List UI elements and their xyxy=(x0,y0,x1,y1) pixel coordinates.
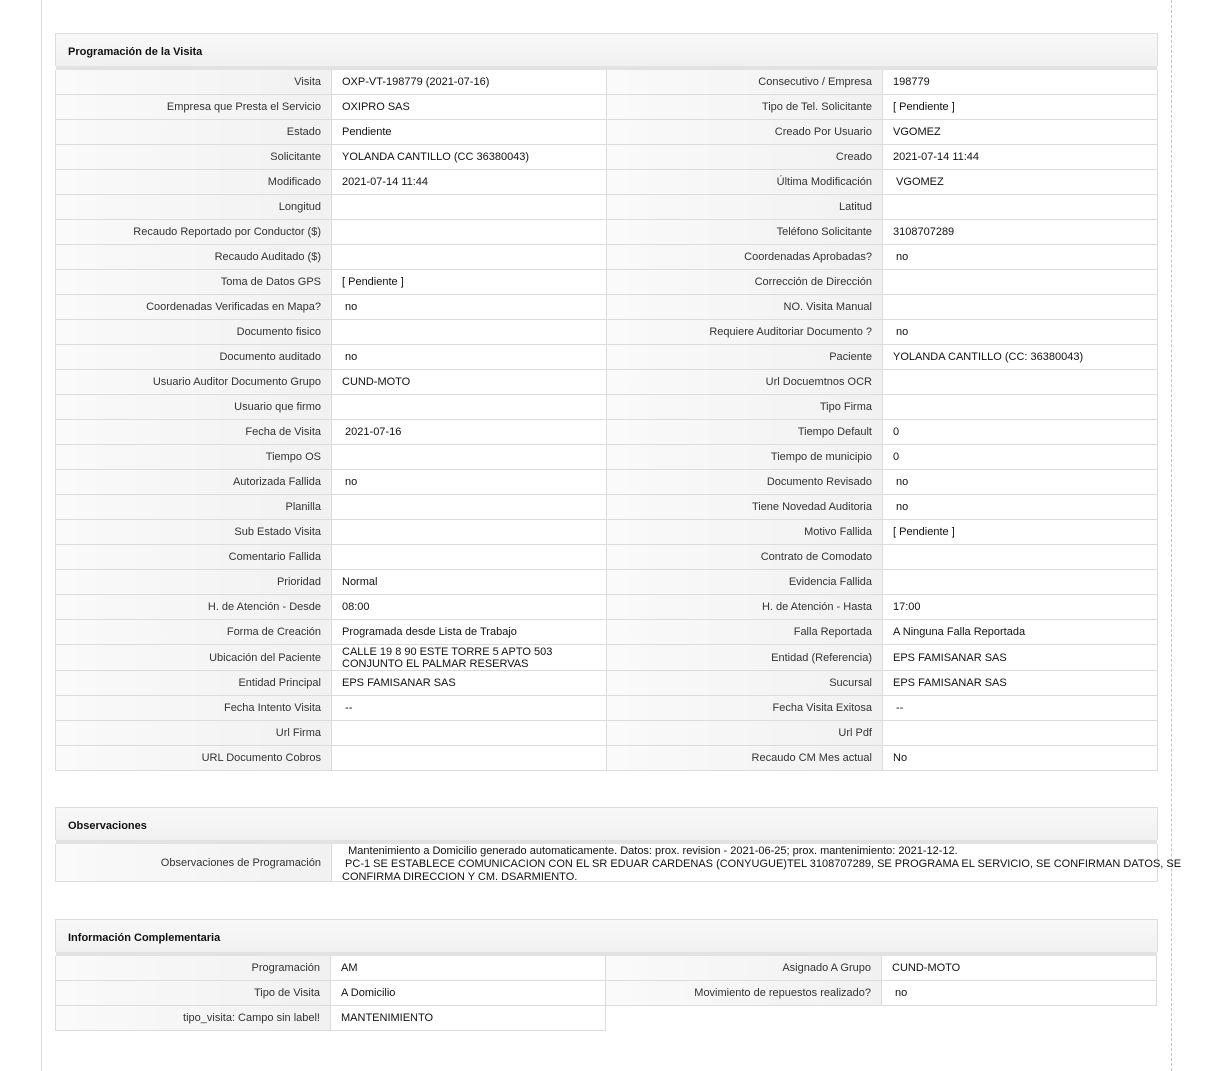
field-value xyxy=(883,195,1158,220)
field-label: Creado xyxy=(607,145,883,170)
detail-row xyxy=(56,345,1158,370)
field-value: no xyxy=(332,295,607,320)
field-label: Requiere Auditoriar Documento ? xyxy=(607,320,883,345)
detail-row xyxy=(56,370,1158,395)
field-label: Recaudo Auditado ($) xyxy=(56,245,332,270)
field-label: Tipo de Tel. Solicitante xyxy=(607,95,883,120)
field-value xyxy=(883,270,1158,295)
field-label: Fecha Intento Visita xyxy=(56,696,332,721)
address-line: CONJUNTO EL PALMAR RESERVAS xyxy=(342,658,529,670)
observation-row xyxy=(56,844,1182,883)
field-value: 17:00 xyxy=(883,595,1158,620)
field-label: Empresa que Presta el Servicio xyxy=(56,95,332,120)
field-label: Longitud xyxy=(56,195,332,220)
address-line: CALLE 19 8 90 ESTE TORRE 5 APTO 503 xyxy=(342,646,553,658)
visit-details-grid xyxy=(55,70,1158,771)
field-value xyxy=(332,746,607,771)
observation-line: PC-1 SE ESTABLECE COMUNICACION CON EL SR EDUAR CARDENAS (CONYUGUE)TEL 3108707289, SE PROGRAMA EL SERVICIO, SE CONFIRMAN DATOS, SE xyxy=(342,858,1182,870)
field-label: Sucursal xyxy=(607,671,883,696)
field-value: Normal xyxy=(332,570,607,595)
field-value: 198779 xyxy=(883,70,1158,95)
field-value xyxy=(332,245,607,270)
field-value: Pendiente xyxy=(332,120,607,145)
left-border xyxy=(41,0,42,1071)
observations-grid xyxy=(55,844,1182,883)
field-label: Falla Reportada xyxy=(607,620,883,645)
field-value: 0 xyxy=(883,445,1158,470)
field-value: CUND-MOTO xyxy=(332,370,607,395)
detail-row xyxy=(56,95,1158,120)
detail-row xyxy=(56,320,1158,345)
field-value xyxy=(332,520,607,545)
field-value xyxy=(332,445,607,470)
field-label: Fecha de Visita xyxy=(56,420,332,445)
field-label: Url Docuemtnos OCR xyxy=(607,370,883,395)
field-label: Coordenadas Verificadas en Mapa? xyxy=(56,295,332,320)
field-label: Url Pdf xyxy=(607,721,883,746)
field-value: [ Pendiente ] xyxy=(883,95,1158,120)
field-value: [ Pendiente ] xyxy=(883,520,1158,545)
field-label: Solicitante xyxy=(56,145,332,170)
field-value xyxy=(883,721,1158,746)
observation-line: CONFIRMA DIRECCION Y CM. DSARMIENTO. xyxy=(342,871,578,883)
field-label: Documento auditado xyxy=(56,345,332,370)
panel-title: Observaciones xyxy=(55,807,1158,840)
field-label: Fecha Visita Exitosa xyxy=(607,696,883,721)
field-label: Consecutivo / Empresa xyxy=(607,70,883,95)
field-label: Tiempo OS xyxy=(56,445,332,470)
field-label: Modificado xyxy=(56,170,332,195)
field-value: -- xyxy=(332,696,607,721)
field-label: Url Firma xyxy=(56,721,332,746)
field-label: Toma de Datos GPS xyxy=(56,270,332,295)
field-label: Entidad Principal xyxy=(56,671,332,696)
field-label: Evidencia Fallida xyxy=(607,570,883,595)
detail-row xyxy=(56,495,1158,520)
field-label: H. de Atención - Desde xyxy=(56,595,332,620)
complementary-info-panel xyxy=(55,919,1158,1031)
detail-row xyxy=(56,595,1158,620)
detail-row xyxy=(56,395,1158,420)
field-value: MANTENIMIENTO xyxy=(331,1006,606,1031)
detail-row xyxy=(56,220,1158,245)
field-label: Estado xyxy=(56,120,332,145)
field-label: Documento Revisado xyxy=(607,470,883,495)
field-label: Usuario Auditor Documento Grupo xyxy=(56,370,332,395)
field-value xyxy=(883,570,1158,595)
field-label: Autorizada Fallida xyxy=(56,470,332,495)
field-value: OXP-VT-198779 (2021-07-16) xyxy=(332,70,607,95)
detail-row xyxy=(56,420,1158,445)
field-label: Entidad (Referencia) xyxy=(607,645,883,671)
detail-row xyxy=(56,245,1158,270)
field-value: no xyxy=(883,320,1158,345)
field-label: Programación xyxy=(55,956,331,981)
field-value: VGOMEZ xyxy=(883,170,1158,195)
field-label: Tiempo de municipio xyxy=(607,445,883,470)
field-value: A Domicilio xyxy=(331,981,606,1006)
field-label: URL Documento Cobros xyxy=(56,746,332,771)
field-value xyxy=(332,195,607,220)
detail-row xyxy=(56,620,1158,645)
field-label: Planilla xyxy=(56,495,332,520)
field-value: VGOMEZ xyxy=(883,120,1158,145)
field-value: [ Pendiente ] xyxy=(332,270,607,295)
detail-row xyxy=(56,470,1158,495)
field-label: Tiene Novedad Auditoria xyxy=(607,495,883,520)
field-value: no xyxy=(332,470,607,495)
detail-row xyxy=(56,746,1158,771)
field-value: YOLANDA CANTILLO (CC: 36380043) xyxy=(883,345,1158,370)
field-value: A Ninguna Falla Reportada xyxy=(883,620,1158,645)
field-label: Prioridad xyxy=(56,570,332,595)
detail-row xyxy=(56,445,1158,470)
field-label: Contrato de Comodato xyxy=(607,545,883,570)
field-value: -- xyxy=(883,696,1158,721)
detail-row xyxy=(56,270,1158,295)
field-value: no xyxy=(883,470,1158,495)
detail-row xyxy=(56,671,1158,696)
observation-line: Mantenimiento a Domicilio generado automaticamente. Datos: prox. revision - 2021-06-25; prox. mantenimiento: 2021-12-12. xyxy=(342,845,958,857)
panel-title: Programación de la Visita xyxy=(55,33,1158,66)
field-value: no xyxy=(883,495,1158,520)
observation-text xyxy=(332,844,1182,883)
field-label: Recaudo Reportado por Conductor ($) xyxy=(56,220,332,245)
field-label: Tipo de Visita xyxy=(55,981,331,1006)
field-value: CUND-MOTO xyxy=(882,956,1157,981)
field-value xyxy=(883,370,1158,395)
field-value: no xyxy=(882,981,1157,1006)
field-value: 2021-07-14 11:44 xyxy=(883,145,1158,170)
field-value: 2021-07-16 xyxy=(332,420,607,445)
detail-row xyxy=(56,696,1158,721)
field-label: Latitud xyxy=(607,195,883,220)
field-label: Sub Estado Visita xyxy=(56,520,332,545)
field-value: EPS FAMISANAR SAS xyxy=(883,671,1158,696)
detail-row xyxy=(56,295,1158,320)
field-value: 2021-07-14 11:44 xyxy=(332,170,607,195)
field-value xyxy=(883,395,1158,420)
field-label: Recaudo CM Mes actual xyxy=(607,746,883,771)
field-label: H. de Atención - Hasta xyxy=(607,595,883,620)
detail-row xyxy=(56,145,1158,170)
field-label: Observaciones de Programación xyxy=(56,844,332,882)
detail-row xyxy=(56,195,1158,220)
field-label: Tiempo Default xyxy=(607,420,883,445)
field-label: Documento fisico xyxy=(56,320,332,345)
detail-row xyxy=(56,545,1158,570)
field-value: 0 xyxy=(883,420,1158,445)
field-value: EPS FAMISANAR SAS xyxy=(883,645,1158,671)
detail-row xyxy=(56,70,1158,95)
field-label: Motivo Fallida xyxy=(607,520,883,545)
right-dashed-border xyxy=(1171,0,1172,1071)
field-value xyxy=(883,545,1158,570)
field-value xyxy=(332,220,607,245)
field-value: EPS FAMISANAR SAS xyxy=(332,671,607,696)
field-value: No xyxy=(883,746,1158,771)
field-label: Visita xyxy=(56,70,332,95)
field-label: Comentario Fallida xyxy=(56,545,332,570)
detail-row xyxy=(56,645,1158,671)
field-value: 3108707289 xyxy=(883,220,1158,245)
field-value xyxy=(332,495,607,520)
detail-row xyxy=(56,120,1158,145)
field-value xyxy=(332,645,607,671)
detail-row xyxy=(55,956,1158,981)
field-value xyxy=(332,395,607,420)
field-label: Forma de Creación xyxy=(56,620,332,645)
field-label: tipo_visita: Campo sin label! xyxy=(55,1006,331,1031)
complementary-grid xyxy=(55,956,1158,1031)
field-value: OXIPRO SAS xyxy=(332,95,607,120)
detail-row xyxy=(56,570,1158,595)
field-label: Última Modificación xyxy=(607,170,883,195)
field-label: Teléfono Solicitante xyxy=(607,220,883,245)
field-value: no xyxy=(332,345,607,370)
field-value: AM xyxy=(331,956,606,981)
field-value xyxy=(883,295,1158,320)
panel-title: Información Complementaria xyxy=(55,919,1158,952)
field-label: Coordenadas Aprobadas? xyxy=(607,245,883,270)
field-value: Programada desde Lista de Trabajo xyxy=(332,620,607,645)
field-label: NO. Visita Manual xyxy=(607,295,883,320)
field-label: Usuario que firmo xyxy=(56,395,332,420)
field-label: Movimiento de repuestos realizado? xyxy=(606,981,882,1006)
field-value: YOLANDA CANTILLO (CC 36380043) xyxy=(332,145,607,170)
detail-row xyxy=(56,721,1158,746)
field-value: 08:00 xyxy=(332,595,607,620)
field-label: Ubicación del Paciente xyxy=(56,645,332,671)
field-label: Tipo Firma xyxy=(607,395,883,420)
field-value xyxy=(332,721,607,746)
field-value xyxy=(332,320,607,345)
detail-row xyxy=(55,1006,1158,1031)
field-label: Creado Por Usuario xyxy=(607,120,883,145)
observations-panel xyxy=(55,807,1182,883)
field-label: Paciente xyxy=(607,345,883,370)
visit-schedule-panel xyxy=(55,33,1158,771)
detail-row xyxy=(56,520,1158,545)
field-value xyxy=(332,545,607,570)
detail-row xyxy=(55,981,1158,1006)
field-value: no xyxy=(883,245,1158,270)
detail-row xyxy=(56,170,1158,195)
field-label: Asignado A Grupo xyxy=(606,956,882,981)
field-label: Corrección de Dirección xyxy=(607,270,883,295)
